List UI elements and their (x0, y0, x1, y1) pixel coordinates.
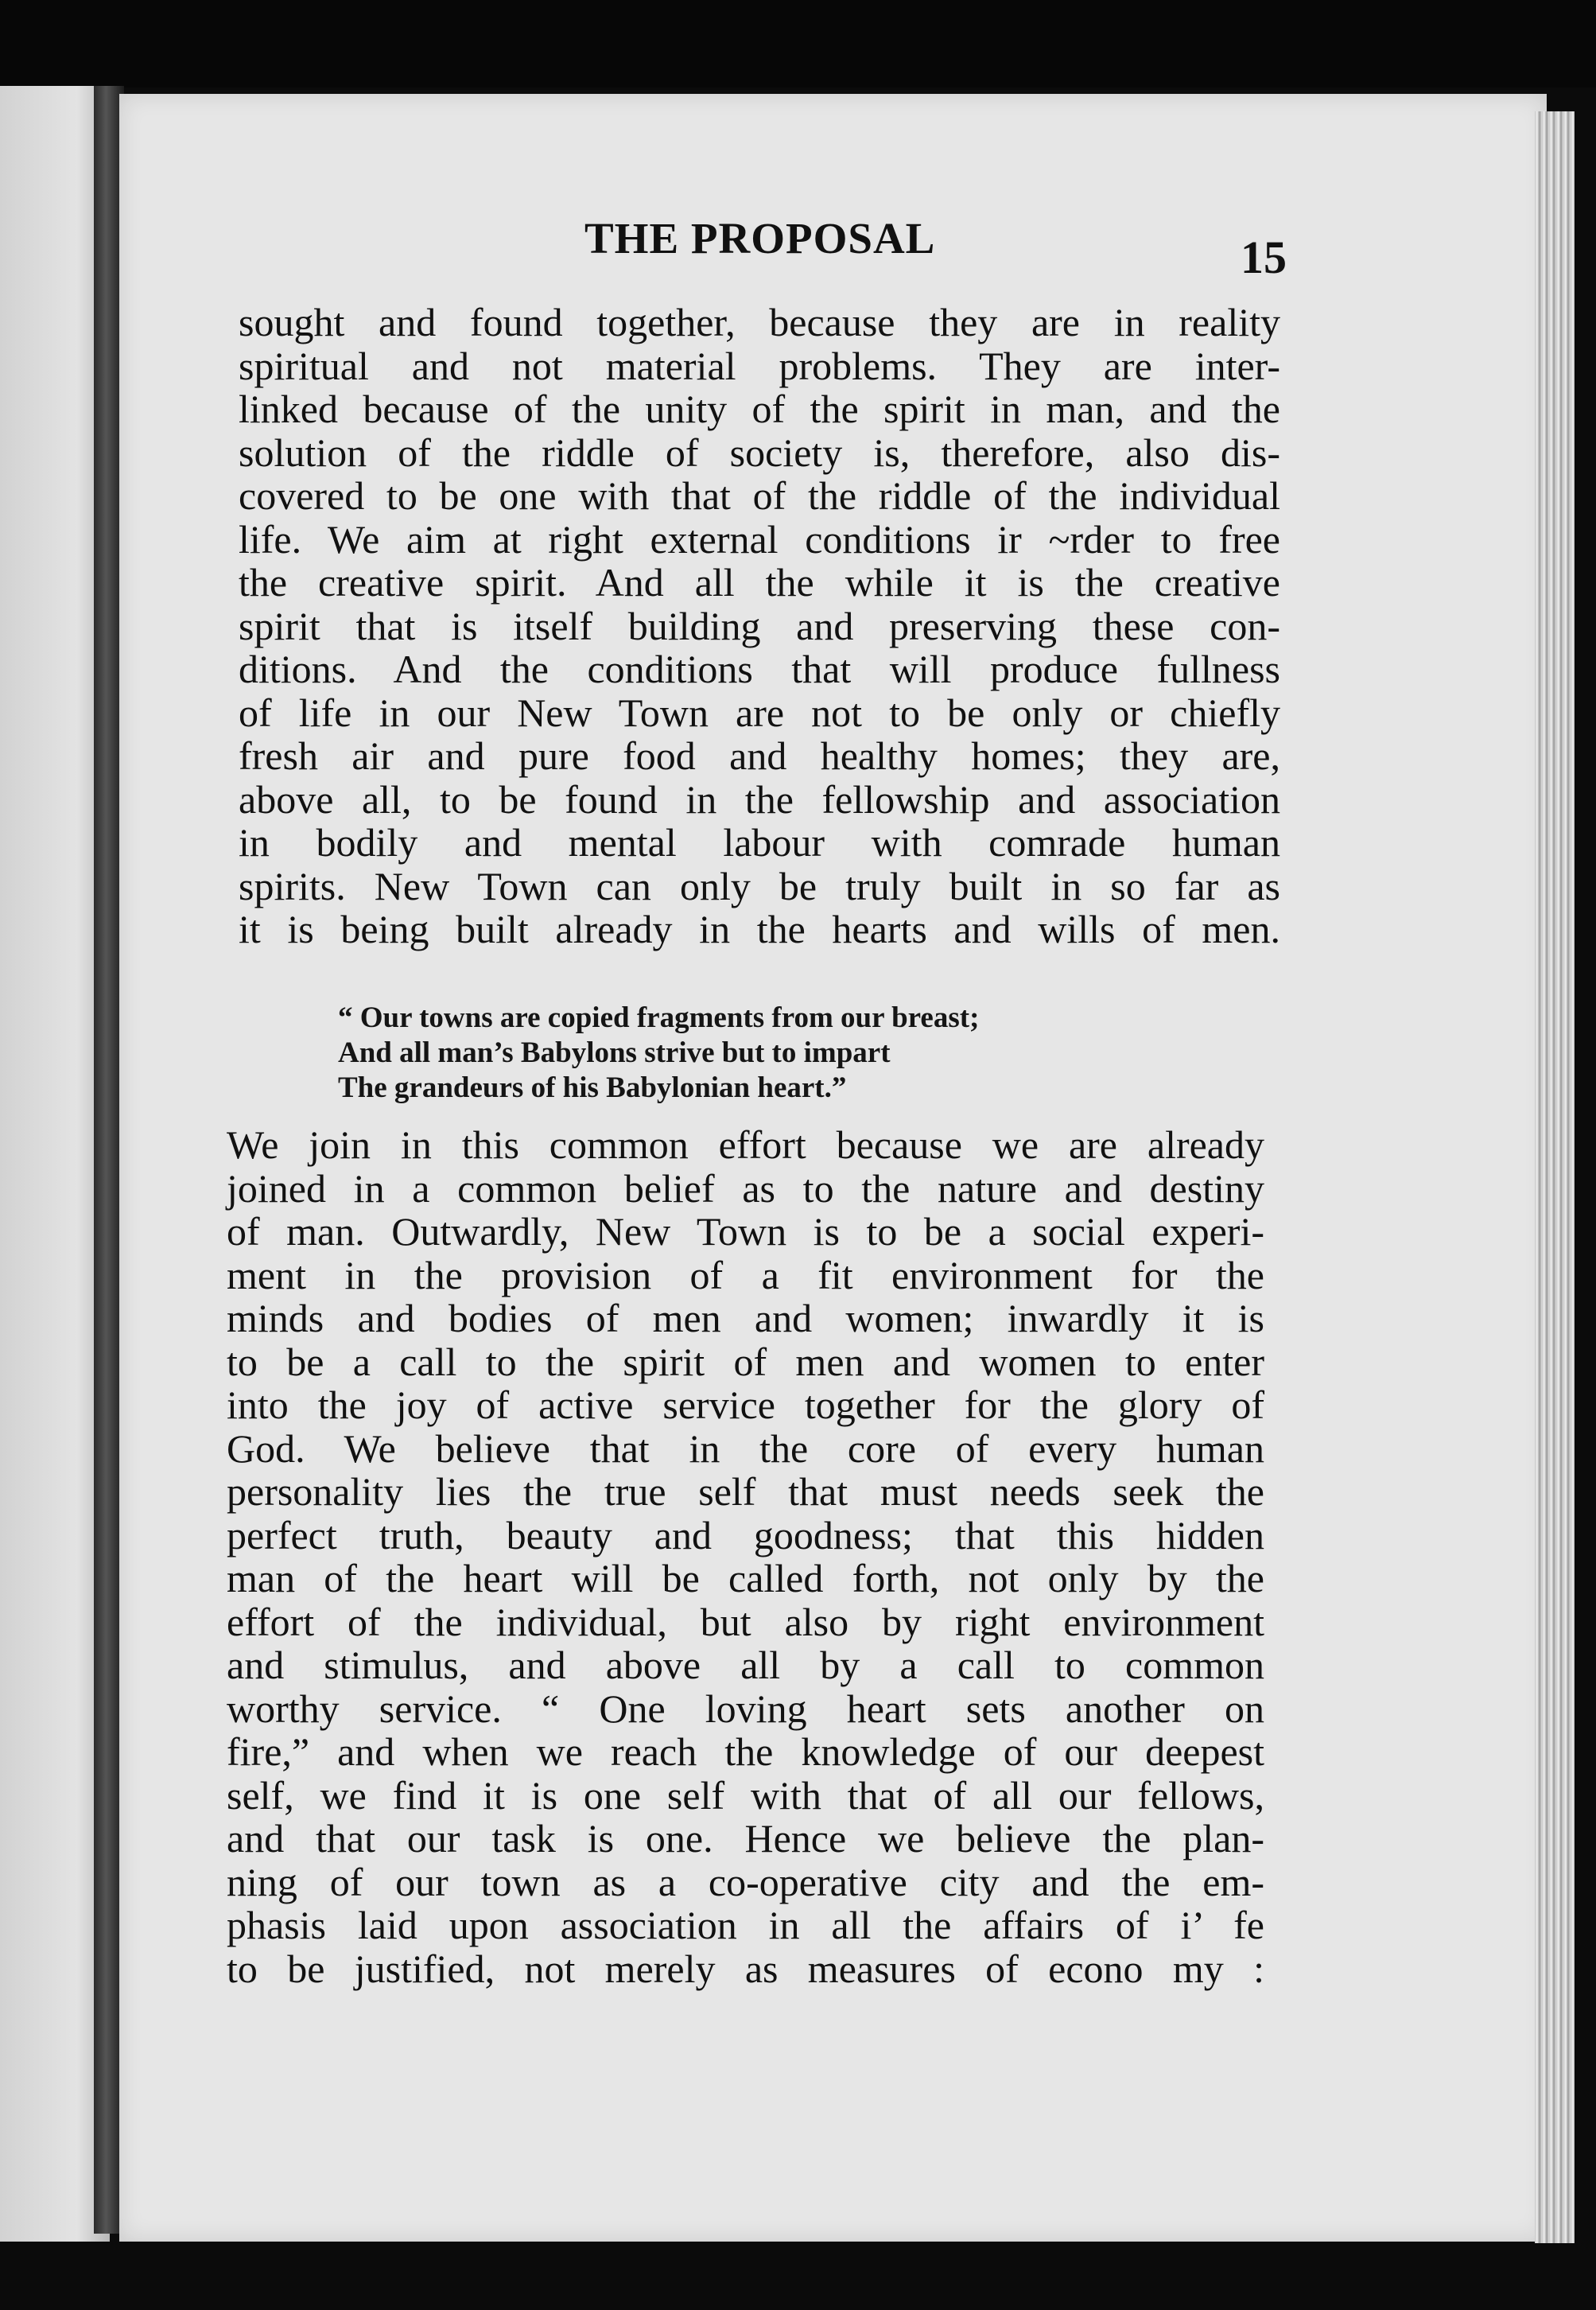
page-stack-edge (1535, 111, 1575, 2243)
page-number: 15 (1241, 231, 1287, 283)
text-line: spirits. New Town can only be truly built in so far as (239, 863, 1280, 908)
text-line: ment in the provision of a fit environment for the (227, 1252, 1264, 1297)
text-line: ning of our town as a co-operative city and the em- (227, 1859, 1264, 1904)
text-line: of man. Outwardly, New Town is to be a social experi- (227, 1209, 1264, 1254)
verse-quotation (338, 1001, 1213, 1106)
text-line: the creative spirit. And all the while it is the creative (239, 560, 1280, 605)
text-line: life. We aim at right external conditions ir ~rder to free (239, 516, 1280, 562)
text-line: and stimulus, and above all by a call to common (227, 1643, 1264, 1687)
text-line: phasis laid upon association in all the affairs of i’ fe (227, 1903, 1264, 1947)
text-line: spirit that is itself building and preserving these con- (239, 603, 1280, 648)
text-line: self, we find it is one self with that of all our fellows, (227, 1772, 1264, 1818)
text-line: personality lies the true self that must needs seek the (227, 1469, 1264, 1514)
text-line: spiritual and not material problems. They are inter- (239, 343, 1280, 388)
running-title: THE PROPOSAL (584, 214, 936, 262)
text-line: linked because of the unity of the spirit in man, and the (239, 387, 1280, 431)
text-line: fire,” and when we reach the knowledge of our deepest (227, 1729, 1264, 1774)
body-paragraph-2 (227, 1123, 1264, 1990)
text-line: and that our task is one. Hence we believe the plan- (227, 1816, 1264, 1861)
text-line: We join in this common effort because we are already (227, 1122, 1264, 1167)
text-line: covered to be one with that of the riddle of the individual (239, 473, 1280, 518)
text-line: effort of the individual, but also by right environment (227, 1599, 1264, 1644)
scan-background (0, 0, 1596, 88)
text-line: man of the heart will be called forth, not only by the (227, 1556, 1264, 1600)
text-line: fresh air and pure food and healthy homes; they are, (239, 733, 1280, 778)
text-line: to be justified, not merely as measures of econo my : (227, 1946, 1264, 1991)
text-line: above all, to be found in the fellowship and association (239, 776, 1280, 822)
text-line: solution of the riddle of society is, therefore, also dis- (239, 430, 1280, 475)
text-line: into the joy of active service together for the glory of (227, 1382, 1264, 1427)
text-line: to be a call to the spirit of men and women to enter (227, 1339, 1264, 1384)
text-line: it is being built already in the hearts and wills of men. (239, 907, 1280, 951)
text-line: in bodily and mental labour with comrade human (239, 820, 1280, 865)
text-line: joined in a common belief as to the nature and destiny (227, 1165, 1264, 1211)
text-line: perfect truth, beauty and goodness; that this hidden (227, 1512, 1264, 1558)
body-paragraph-1 (239, 301, 1280, 951)
text-line: The grandeurs of his Babylonian heart.” (338, 1071, 847, 1104)
text-line: worthy service. “ One loving heart sets another on (227, 1686, 1264, 1731)
text-line: minds and bodies of men and women; inwardly it is (227, 1296, 1264, 1340)
text-line: And all man’s Babylons strive but to impart (338, 1036, 891, 1069)
text-line: God. We believe that in the core of every human (227, 1425, 1264, 1471)
text-line: sought and found together, because they are in reality (239, 300, 1280, 344)
text-line: ditions. And the conditions that will produce fullness (239, 647, 1280, 691)
text-line: “ Our towns are copied fragments from our breast; (338, 1001, 980, 1034)
text-line: of life in our New Town are not to be only or chiefly (239, 690, 1280, 735)
